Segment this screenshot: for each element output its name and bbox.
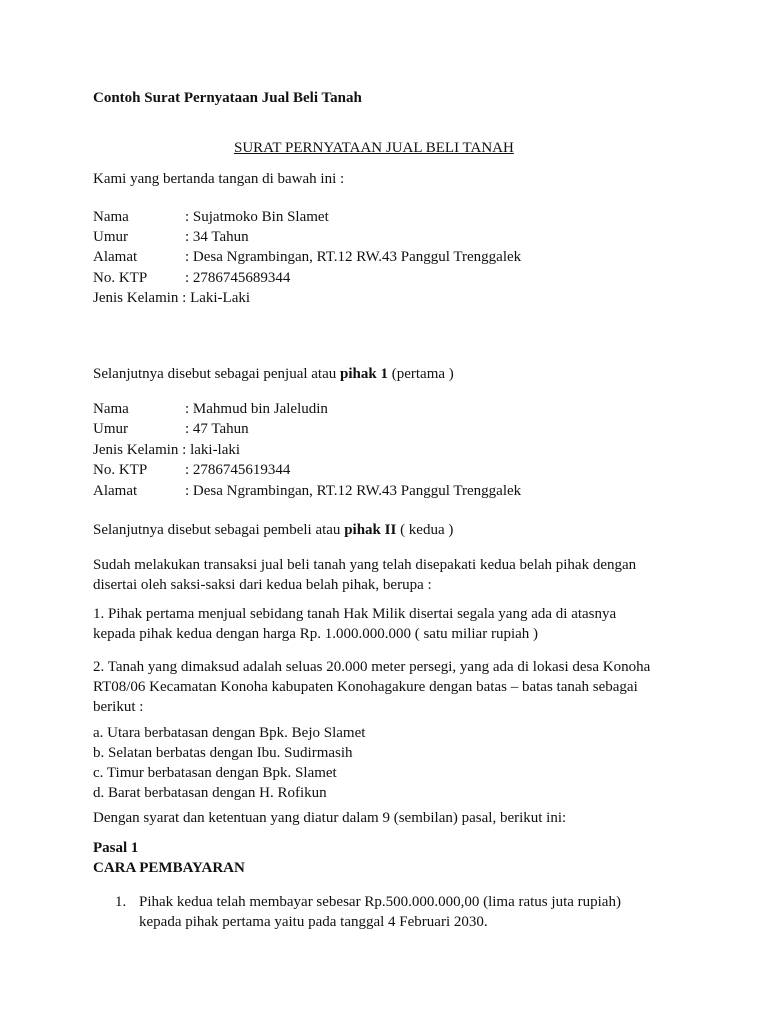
boundary-item: a. Utara berbatasan dengan Bpk. Bejo Slamet <box>93 725 366 741</box>
paragraph-line: Pihak kedua telah membayar sebesar Rp.500.000.000,00 (lima ratus juta rupiah) <box>139 894 621 910</box>
party1-field-age <box>93 227 249 247</box>
paragraph-line: RT08/06 Kecamatan Konoha kabupaten Konohagakure dengan batas – batas tanah sebagai <box>93 679 638 695</box>
terms-text: Dengan syarat dan ketentuan yang diatur dalam 9 (sembilan) pasal, berikut ini: <box>93 810 567 826</box>
pasal-title: CARA PEMBAYARAN <box>93 860 245 876</box>
designation-bold: pihak 1 <box>340 366 388 382</box>
field-value: : 2786745619344 <box>185 462 291 478</box>
letter-title: SURAT PERNYATAAN JUAL BELI TANAH <box>234 140 514 156</box>
boundary-list <box>93 723 673 803</box>
point-2-paragraph <box>93 657 673 717</box>
field-label: Jenis Kelamin <box>93 290 179 306</box>
designation-text: ( kedua ) <box>396 522 454 538</box>
field-label: No. KTP <box>93 270 148 286</box>
field-value: : 47 Tahun <box>185 421 249 437</box>
designation-text: Selanjutnya disebut sebagai penjual atau <box>93 366 341 382</box>
point-1-paragraph <box>93 604 673 644</box>
party2-field-age <box>93 419 249 439</box>
party1-designation <box>93 364 454 384</box>
party2-field-gender <box>93 440 240 460</box>
field-value: : Sujatmoko Bin Slamet <box>185 209 329 225</box>
paragraph-line: 1. Pihak pertama menjual sebidang tanah Hak Milik disertai segala yang ada di atasnya <box>93 606 617 622</box>
list-text <box>139 892 621 932</box>
party1-field-name <box>93 207 329 227</box>
party1-field-gender <box>93 288 250 308</box>
party2-field-address <box>93 481 522 501</box>
document-heading: Contoh Surat Pernyataan Jual Beli Tanah <box>93 90 362 106</box>
field-label: Alamat <box>93 483 138 499</box>
field-label: No. KTP <box>93 462 148 478</box>
designation-text: Selanjutnya disebut sebagai pembeli atau <box>93 522 345 538</box>
party2-field-name <box>93 399 328 419</box>
boundary-item: d. Barat berbatasan dengan H. Rofikun <box>93 785 327 801</box>
boundary-item: c. Timur berbatasan dengan Bpk. Slamet <box>93 765 337 781</box>
field-value: : 2786745689344 <box>185 270 291 286</box>
paragraph-line: 2. Tanah yang dimaksud adalah seluas 20.000 meter persegi, yang ada di lokasi desa Konoha <box>93 659 651 675</box>
field-label: Alamat <box>93 249 138 265</box>
transaction-paragraph <box>93 555 673 595</box>
list-number: 1. <box>115 894 127 910</box>
field-label: Umur <box>93 421 128 437</box>
field-label: Nama <box>93 209 129 225</box>
party2-designation <box>93 520 453 540</box>
field-value: : laki-laki <box>182 442 241 458</box>
party2-field-ktp <box>93 460 291 480</box>
field-value: : Laki-Laki <box>182 290 251 306</box>
paragraph-line: kepada pihak kedua dengan harga Rp. 1.000.000.000 ( satu miliar rupiah ) <box>93 626 539 642</box>
party1-field-address <box>93 247 522 267</box>
field-label: Umur <box>93 229 128 245</box>
designation-bold: pihak II <box>344 522 397 538</box>
field-label: Jenis Kelamin <box>93 442 179 458</box>
paragraph-line: berikut : <box>93 699 144 715</box>
paragraph-line: disertai oleh saksi-saksi dari kedua belah pihak, berupa : <box>93 577 432 593</box>
boundary-item: b. Selatan berbatas dengan Ibu. Sudirmasih <box>93 745 353 761</box>
field-value: : Desa Ngrambingan, RT.12 RW.43 Panggul Trenggalek <box>185 483 522 499</box>
paragraph-line: kepada pihak pertama yaitu pada tanggal 4 Februari 2030. <box>139 914 488 930</box>
field-value: : Desa Ngrambingan, RT.12 RW.43 Panggul Trenggalek <box>185 249 522 265</box>
field-label: Nama <box>93 401 129 417</box>
party1-field-ktp <box>93 268 291 288</box>
field-value: : 34 Tahun <box>185 229 249 245</box>
paragraph-line: Sudah melakukan transaksi jual beli tanah yang telah disepakati kedua belah pihak dengan <box>93 557 637 573</box>
pasal-number: Pasal 1 <box>93 840 139 856</box>
designation-text: (pertama ) <box>387 366 454 382</box>
field-value: : Mahmud bin Jaleludin <box>185 401 328 417</box>
intro-text: Kami yang bertanda tangan di bawah ini : <box>93 171 345 187</box>
